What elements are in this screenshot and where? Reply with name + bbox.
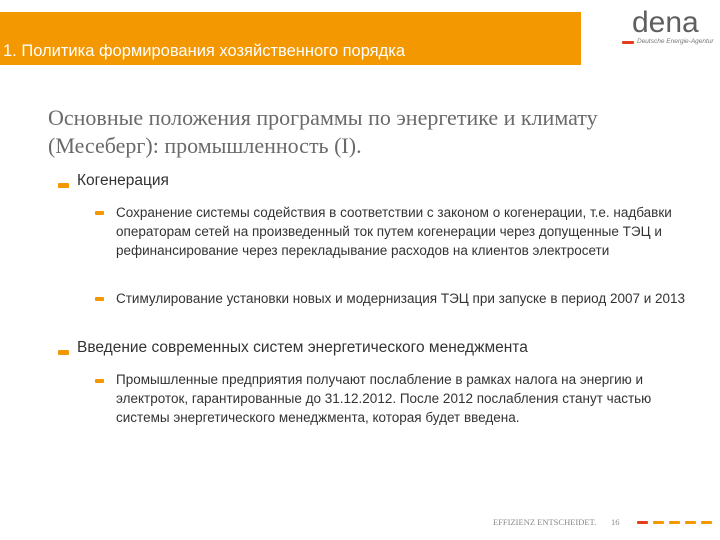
logo-tagline: Deutsche Energie-Agentur xyxy=(637,38,714,45)
sub-bullet-marker xyxy=(95,211,104,215)
sub-bullet-marker xyxy=(95,297,104,301)
sub-bullet-item: Сохранение системы содействия в соответствии с законом о когенерации, т.е. надбавки операторам сетей на произведенный ток путем когенерации через допущенные ТЭЦ и рефинансирование через перекладывание расходов на клиентов электросети xyxy=(116,205,672,258)
footer-dashes xyxy=(637,521,717,525)
slide-heading: Основные положения программы по энергетике и климату (Месеберг): промышленность (I). xyxy=(48,105,598,158)
bullet-energy-management: Введение современных систем энергетического менеджмента xyxy=(77,339,528,356)
logo-dash xyxy=(622,41,634,44)
logo-word: dena xyxy=(632,6,699,39)
sub-bullet-item: Промышленные предприятия получают послабление в рамках налога на энергию и электроток, гарантированные до 31.12.2012. После 2012 послабления станут частью системы энергетического менеджмента, которая будет введена. xyxy=(116,372,652,425)
footer-slogan: EFFIZIENZ ENTSCHEIDET. xyxy=(493,517,597,527)
sub-bullet-item: Стимулирование установки новых и модернизация ТЭЦ при запуске в период 2007 и 2013 xyxy=(116,291,686,306)
bullet-marker xyxy=(58,183,69,188)
title-bar xyxy=(0,12,581,65)
bullet-marker xyxy=(58,350,69,355)
dena-logo xyxy=(612,8,712,48)
bullet-cogeneration: Когенерация xyxy=(77,172,169,189)
page-title: 1. Политика формирования хозяйственного порядка xyxy=(3,42,406,60)
page-number: 16 xyxy=(611,517,620,527)
sub-bullet-marker xyxy=(95,379,104,383)
